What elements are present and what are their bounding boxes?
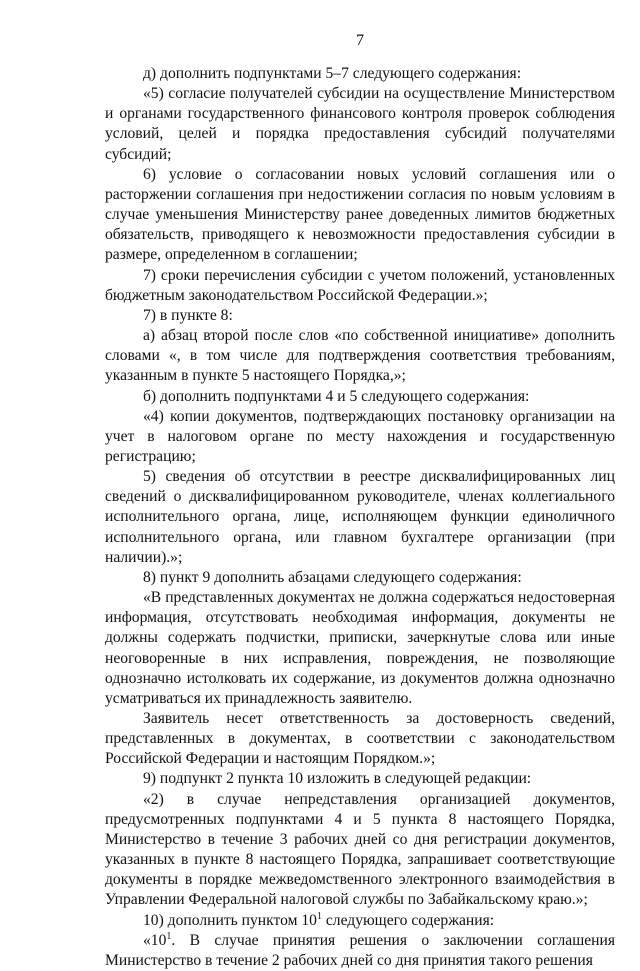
superscript-index: 1 [166, 930, 172, 942]
paragraph-applicant-responsibility: Заявитель несет ответственность за достоверность сведений, представленных в документах, в соответствии с законодательством Российской Федерации и настоящим Порядком.»; [105, 710, 615, 768]
paragraph-point-10-1-text-after: . В случае принятия решения о заключении соглашения Министерство в течение 2 рабочих дней со дня принятия такого решения [105, 931, 615, 969]
paragraph-item-7-point-8: 7) в пункте 8: [143, 306, 233, 324]
paragraph-subitem-4-copies: «4) копии документов, подтверждающих постановку организации на учет в налоговом органе по месту нахождения и государственную регистрацию; [105, 407, 615, 465]
paragraph-subitem-6-conditions: 6) условие о согласовании новых условий соглашения или о расторжении соглашения при недостижении согласия по новым условиям в случае уменьшения Министерству ранее доведенных лимитов бюджетных обязательств, приводящего к невозможности предоставления субсидии в размере, определенном в соглашении; [105, 165, 615, 264]
paragraph-item-10-add-point [105, 911, 615, 931]
document-body [105, 64, 615, 971]
paragraph-documents-requirements: «В представленных документах не должна содержаться недостоверная информация, отсутствовать необходимая информация, документы не должны содержать подчистки, приписки, зачеркнутые слова или иные неоговоренные в них исправления, повреждения, не позволяющие однозначно истолковать их содержание, из документов должна однозначно усматриваться их принадлежность заявителю. [105, 589, 615, 707]
paragraph-d-add-subitems: д) дополнить подпунктами 5–7 следующего содержания: [143, 65, 522, 82]
paragraph-a-second-paragraph: а) абзац второй после слов «по собственной инициативе» дополнить словами «, в том числе для подтверждения соответствия требованиям, указанным в пункте 5 настоящего Порядка,»; [105, 327, 615, 385]
paragraph-b-add-subitems: б) дополнить подпунктами 4 и 5 следующего содержания: [143, 387, 530, 405]
paragraph-item-8-point-9: 8) пункт 9 дополнить абзацами следующего содержания: [143, 568, 522, 586]
paragraph-item-10-text-after: следующего содержания: [321, 911, 495, 929]
paragraph-item-9-point-10: 9) подпункт 2 пункта 10 изложить в следующей редакции: [143, 770, 532, 788]
paragraph-subitem-7-terms: 7) сроки перечисления субсидии с учетом положений, установленных бюджетным законодательством Российской Федерации.»; [105, 266, 615, 304]
paragraph-item-10-text-before: 10) дополнить пунктом 10 [143, 911, 317, 929]
paragraph-point-10-1-decision [105, 931, 615, 971]
paragraph-subitem-5-registry: 5) сведения об отсутствии в реестре дисквалифицированных лиц сведений о дисквалифицированном руководителе, членах коллегиального исполнительного органа, лице, исполняющем функции единоличного исполнительного органа, или главном бухгалтере организации (при наличии).»; [105, 468, 615, 566]
paragraph-subitem-2-nonsubmission: «2) в случае непредставления организацией документов, предусмотренных подпунктами 4 и 5 пункта 8 настоящего Порядка, Министерство в течение 3 рабочих дней со дня регистрации документов, указанных в пункте 8 настоящего Порядка, запрашивает соответствующие документы в порядке межведомственного электронного взаимодействия в Управлении Федеральной налоговой службы по Забайкальскому краю.»; [105, 790, 615, 909]
superscript-index: 1 [316, 910, 322, 922]
page-number: 7 [356, 32, 364, 49]
paragraph-point-10-1-text-before: «10 [143, 931, 167, 949]
paragraph-subitem-5-consent: «5) согласие получателей субсидии на осуществление Министерством и органами государственного финансового контроля проверок соблюдения условий, целей и порядка предоставления субсидий получателями субсидий; [105, 85, 615, 163]
